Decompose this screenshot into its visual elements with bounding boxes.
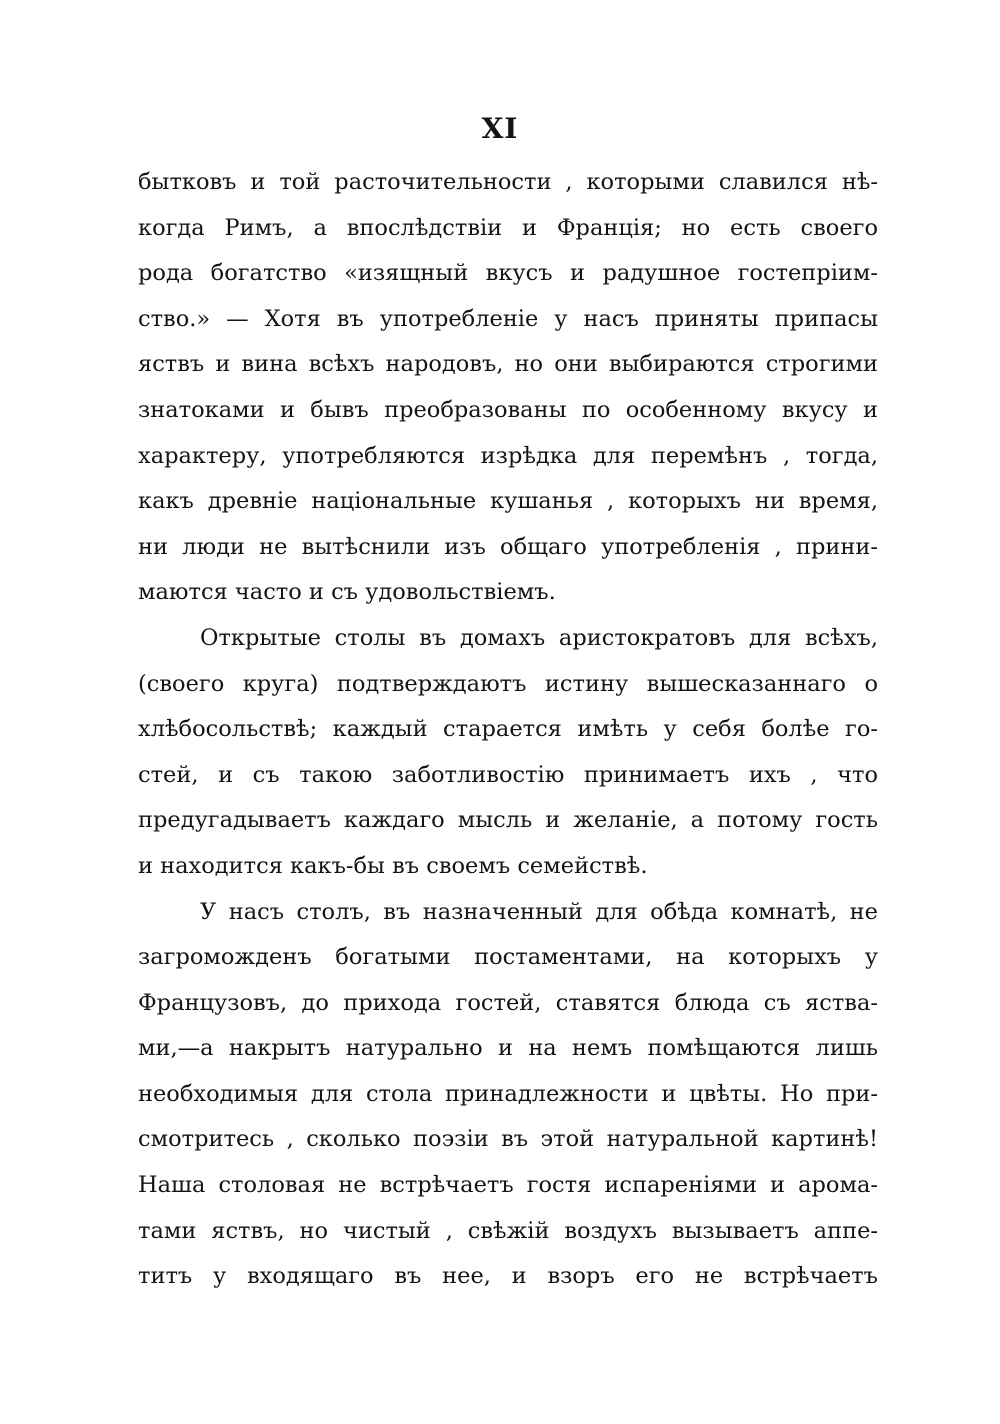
- page-text-body: [138, 160, 878, 1300]
- text-line: смотритесь , сколько поэзіи въ этой натуральной картинѣ!: [138, 1126, 878, 1153]
- paragraph-end-line: маются часто и съ удовольствіемъ.: [138, 579, 556, 606]
- text-line: предугадываетъ каждаго мысль и желаніе, а потому гость: [138, 807, 878, 834]
- text-line: Французовъ, до прихода гостей, ставятся блюда съ яства-: [138, 989, 878, 1016]
- text-line: (своего круга) подтверждаютъ истину вышесказаннаго о: [138, 670, 878, 697]
- paragraph-first-line: У насъ столъ, въ назначенный для обѣда комнатѣ, не: [200, 898, 878, 925]
- text-line: яствъ и вина всѣхъ народовъ, но они выбираются строгими: [138, 351, 878, 378]
- text-line: ство.» — Хотя въ употребленіе у насъ приняты припасы: [138, 305, 878, 332]
- text-line: хлѣбосольствѣ; каждый старается имѣть у себя болѣе го-: [138, 716, 878, 743]
- text-line: необходимыя для стола принадлежности и цвѣты. Но при-: [138, 1080, 878, 1107]
- text-line: ни люди не вытѣснили изъ общаго употребленія , прини-: [138, 533, 878, 560]
- paragraph-end-line: и находится какъ-бы въ своемъ семействѣ.: [138, 852, 648, 879]
- text-line: когда Римъ, а впослѣдствіи и Франція; но есть своего: [138, 214, 878, 241]
- text-line: ми,—а накрытъ натурально и на немъ помѣщаются лишь: [138, 1035, 878, 1062]
- text-line: рода богатство «изящный вкусъ и радушное гостепріим-: [138, 260, 878, 287]
- text-line: загроможденъ богатыми постаментами, на которыхъ у: [138, 944, 878, 971]
- text-line: тами яствъ, но чистый , свѣжій воздухъ вызываетъ аппе-: [138, 1217, 878, 1244]
- text-line: знатоками и бывъ преобразованы по особенному вкусу и: [138, 396, 878, 423]
- text-line: титъ у входящаго въ нее, и взоръ его не встрѣчаетъ: [138, 1263, 878, 1290]
- text-line: стей, и съ такою заботливостію принимаетъ ихъ , что: [138, 761, 878, 788]
- page-number: XI: [481, 112, 519, 145]
- paragraph-first-line: Открытые столы въ домахъ аристократовъ для всѣхъ,: [200, 624, 878, 651]
- text-line: Наша столовая не встрѣчаетъ гостя испареніями и арома-: [138, 1172, 878, 1199]
- text-line: бытковъ и той расточительности , которыми славился нѣ-: [138, 169, 878, 195]
- text-line: характеру, употребляются изрѣдка для перемѣнъ , тогда,: [138, 442, 878, 469]
- text-line: какъ древніе національные кушанья , которыхъ ни время,: [138, 488, 878, 515]
